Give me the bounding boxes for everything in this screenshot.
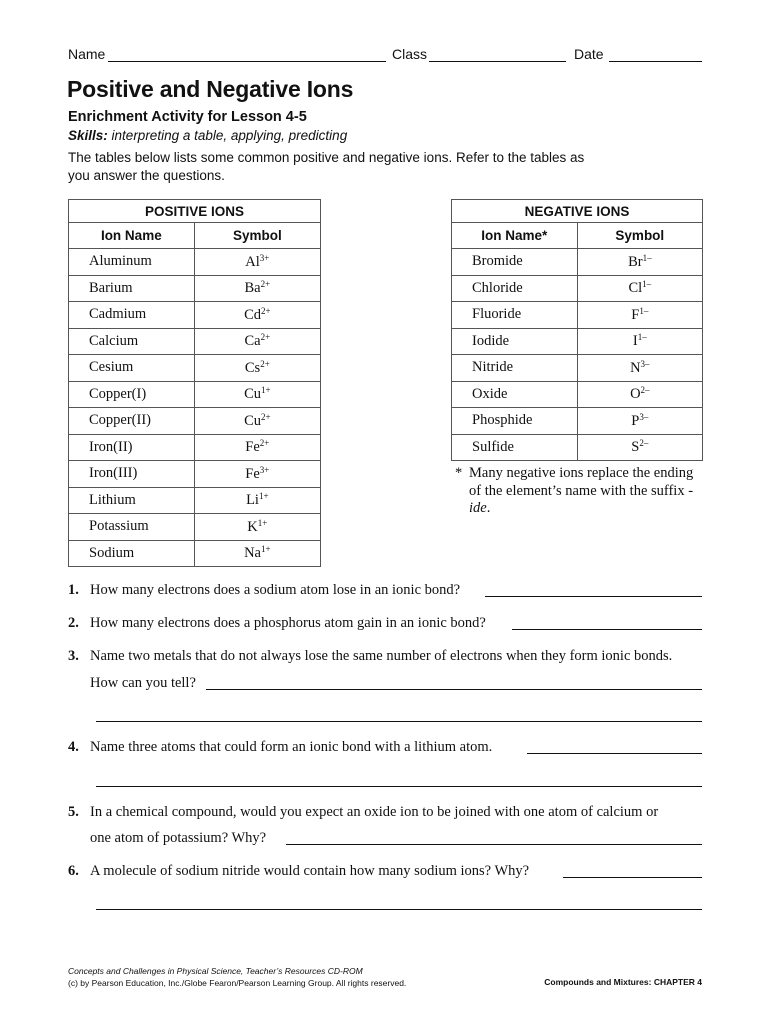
ion-symbol bbox=[194, 381, 320, 408]
ion-charge: 2+ bbox=[260, 305, 271, 316]
table-row bbox=[452, 302, 703, 329]
ion-charge: 1+ bbox=[260, 385, 271, 396]
skills-line bbox=[68, 128, 347, 143]
ion-symbol bbox=[194, 328, 320, 355]
ion-name: Cadmium bbox=[69, 302, 195, 329]
column-header: Symbol bbox=[194, 223, 320, 249]
ion-charge: 3– bbox=[640, 358, 650, 369]
element-symbol: O bbox=[630, 386, 641, 403]
element-symbol: Li bbox=[246, 492, 259, 509]
ion-symbol bbox=[577, 381, 702, 408]
element-symbol: Cs bbox=[244, 359, 261, 376]
ion-name: Chloride bbox=[452, 275, 578, 302]
page-subtitle: Enrichment Activity for Lesson 4-5 bbox=[68, 109, 307, 125]
column-header: Symbol bbox=[577, 223, 702, 249]
answer-line-2[interactable] bbox=[512, 629, 702, 630]
ion-charge: 2+ bbox=[259, 438, 270, 449]
ion-symbol bbox=[194, 408, 320, 435]
ion-symbol bbox=[194, 302, 320, 329]
ion-name: Oxide bbox=[452, 381, 578, 408]
date-label: Date bbox=[574, 46, 604, 62]
ion-symbol bbox=[577, 434, 702, 461]
ion-symbol bbox=[194, 461, 320, 488]
negative-table-title: NEGATIVE IONS bbox=[452, 200, 703, 223]
ion-symbol bbox=[577, 408, 702, 435]
ion-name: Iron(II) bbox=[69, 434, 195, 461]
element-symbol: Cu bbox=[244, 412, 261, 429]
ion-name: Nitride bbox=[452, 355, 578, 382]
ion-charge: 2+ bbox=[260, 332, 271, 343]
question-text: How many electrons does a phosphorus atom gain in an ionic bond? bbox=[90, 615, 486, 631]
table-row bbox=[452, 355, 703, 382]
ion-symbol bbox=[577, 328, 702, 355]
ion-name: Calcium bbox=[69, 328, 195, 355]
table-row bbox=[69, 302, 321, 329]
question-number: 2. bbox=[68, 615, 79, 631]
name-field[interactable] bbox=[108, 61, 386, 62]
ion-charge: 1+ bbox=[258, 491, 269, 502]
ion-charge: 1– bbox=[642, 279, 652, 290]
ion-symbol bbox=[194, 434, 320, 461]
footnote-star: * bbox=[455, 465, 463, 481]
question-text: In a chemical compound, would you expect an oxide ion to be joined with one atom of calcium or bbox=[90, 804, 659, 820]
answer-line-3a[interactable] bbox=[206, 689, 702, 690]
ion-charge: 2– bbox=[640, 385, 650, 396]
ion-charge: 2+ bbox=[260, 358, 270, 369]
table-row bbox=[69, 487, 321, 514]
column-header: Ion Name bbox=[69, 223, 195, 249]
footer-copyright: (c) by Pearson Education, Inc./Globe Fearon/Pearson Learning Group. All rights reserved. bbox=[68, 978, 407, 988]
question-text-cont: one atom of potassium? Why? bbox=[90, 830, 267, 846]
footnote-period: . bbox=[486, 500, 491, 516]
name-label: Name bbox=[68, 46, 106, 62]
footnote-text bbox=[469, 465, 704, 518]
table-row bbox=[69, 249, 321, 276]
answer-line-4b[interactable] bbox=[96, 786, 702, 787]
ion-name: Sodium bbox=[69, 540, 195, 567]
question-number: 4. bbox=[68, 739, 79, 755]
footnote-text-main: Many negative ions replace the ending of the element’s name with the suffix bbox=[469, 465, 694, 499]
ion-symbol bbox=[194, 540, 320, 567]
element-symbol: I bbox=[632, 333, 638, 350]
table-row bbox=[69, 408, 321, 435]
ion-symbol bbox=[194, 275, 320, 302]
ion-charge: 3+ bbox=[259, 252, 270, 263]
ion-name: Sulfide bbox=[452, 434, 578, 461]
skills-text: interpreting a table, applying, predicting bbox=[111, 128, 348, 143]
answer-line-4a[interactable] bbox=[527, 753, 702, 754]
table-row bbox=[452, 275, 703, 302]
table-row bbox=[69, 434, 321, 461]
element-symbol: Cd bbox=[244, 306, 261, 323]
ion-charge: 1– bbox=[639, 305, 649, 316]
ion-name: Copper(I) bbox=[69, 381, 195, 408]
ion-name: Barium bbox=[69, 275, 195, 302]
element-symbol: K bbox=[247, 518, 258, 535]
question-text: How many electrons does a sodium atom lose in an ionic bond? bbox=[90, 582, 461, 598]
ion-charge: 3+ bbox=[259, 464, 270, 475]
answer-line-6b[interactable] bbox=[96, 909, 702, 910]
table-row bbox=[452, 328, 703, 355]
header-row bbox=[68, 46, 702, 66]
ion-charge: 2+ bbox=[260, 279, 271, 290]
class-field[interactable] bbox=[429, 61, 566, 62]
column-header: Ion Name* bbox=[452, 223, 578, 249]
ion-charge: 3– bbox=[639, 411, 649, 422]
question-text-cont: How can you tell? bbox=[90, 675, 196, 691]
ion-symbol bbox=[577, 355, 702, 382]
ion-name: Fluoride bbox=[452, 302, 578, 329]
table-row bbox=[69, 461, 321, 488]
question-text: Name three atoms that could form an ionic bond with a lithium atom. bbox=[90, 739, 493, 755]
ion-name: Iodide bbox=[452, 328, 578, 355]
skills-label: Skills: bbox=[68, 128, 108, 143]
footnote-suffix: -ide bbox=[469, 482, 694, 516]
table-row bbox=[69, 381, 321, 408]
intro-text: The tables below lists some common positive and negative ions. Refer to the tables as you answer the questions. bbox=[68, 150, 585, 183]
element-symbol: P bbox=[631, 412, 640, 429]
question-text: Name two metals that do not always lose the same number of electrons when they form ionic bonds. bbox=[90, 648, 673, 664]
ion-charge: 1+ bbox=[257, 517, 268, 528]
element-symbol: Cl bbox=[628, 280, 643, 297]
table-row bbox=[452, 408, 703, 435]
answer-line-6a[interactable] bbox=[563, 877, 702, 878]
element-symbol: Cu bbox=[244, 386, 261, 403]
element-symbol: Fe bbox=[245, 465, 260, 482]
ion-charge: 1– bbox=[642, 252, 652, 263]
ion-name: Copper(II) bbox=[69, 408, 195, 435]
element-symbol: Br bbox=[628, 253, 643, 270]
question-text: A molecule of sodium nitride would contain how many sodium ions? Why? bbox=[90, 863, 530, 879]
ion-name: Potassium bbox=[69, 514, 195, 541]
element-symbol: N bbox=[630, 359, 641, 376]
table-row bbox=[69, 514, 321, 541]
table-row bbox=[452, 249, 703, 276]
ion-symbol bbox=[194, 355, 320, 382]
element-symbol: F bbox=[631, 306, 640, 323]
answer-line-3b[interactable] bbox=[96, 721, 702, 722]
ion-symbol bbox=[577, 275, 702, 302]
ion-symbol bbox=[577, 249, 702, 276]
element-symbol: Ca bbox=[244, 333, 261, 350]
footer-source: Concepts and Challenges in Physical Science, Teacher’s Resources CD-ROM bbox=[68, 966, 363, 976]
table-row bbox=[452, 434, 703, 461]
positive-ions-table bbox=[68, 199, 321, 567]
ion-charge: 1+ bbox=[260, 544, 271, 555]
question-number: 1. bbox=[68, 582, 79, 598]
ion-symbol bbox=[194, 514, 320, 541]
date-field[interactable] bbox=[609, 61, 702, 62]
table-row bbox=[69, 275, 321, 302]
ion-name: Bromide bbox=[452, 249, 578, 276]
question-number: 5. bbox=[68, 804, 79, 820]
footer-chapter: Compounds and Mixtures: CHAPTER 4 bbox=[544, 977, 702, 987]
class-label: Class bbox=[392, 46, 428, 62]
answer-line-5[interactable] bbox=[286, 844, 702, 845]
table-row bbox=[69, 540, 321, 567]
element-symbol: Ba bbox=[244, 280, 261, 297]
ion-name: Aluminum bbox=[69, 249, 195, 276]
question-number: 6. bbox=[68, 863, 79, 879]
ion-charge: 1– bbox=[637, 332, 647, 343]
ion-symbol bbox=[194, 487, 320, 514]
ion-symbol bbox=[577, 302, 702, 329]
footer-credits bbox=[68, 965, 406, 989]
ion-charge: 2– bbox=[639, 438, 649, 449]
positive-table-title: POSITIVE IONS bbox=[69, 200, 321, 223]
ion-name: Phosphide bbox=[452, 408, 578, 435]
question-number: 3. bbox=[68, 648, 79, 664]
ion-charge: 2+ bbox=[260, 411, 271, 422]
element-symbol: S bbox=[631, 439, 640, 456]
ion-name: Iron(III) bbox=[69, 461, 195, 488]
element-symbol: Na bbox=[244, 545, 261, 562]
table-row bbox=[452, 381, 703, 408]
answer-line-1[interactable] bbox=[485, 596, 702, 597]
element-symbol: Al bbox=[245, 253, 260, 270]
table-row bbox=[69, 328, 321, 355]
ion-symbol bbox=[194, 249, 320, 276]
ion-name: Lithium bbox=[69, 487, 195, 514]
element-symbol: Fe bbox=[245, 439, 260, 456]
table-row bbox=[69, 355, 321, 382]
page-title: Positive and Negative Ions bbox=[67, 76, 354, 102]
negative-ions-table bbox=[451, 199, 703, 461]
ion-name: Cesium bbox=[69, 355, 195, 382]
